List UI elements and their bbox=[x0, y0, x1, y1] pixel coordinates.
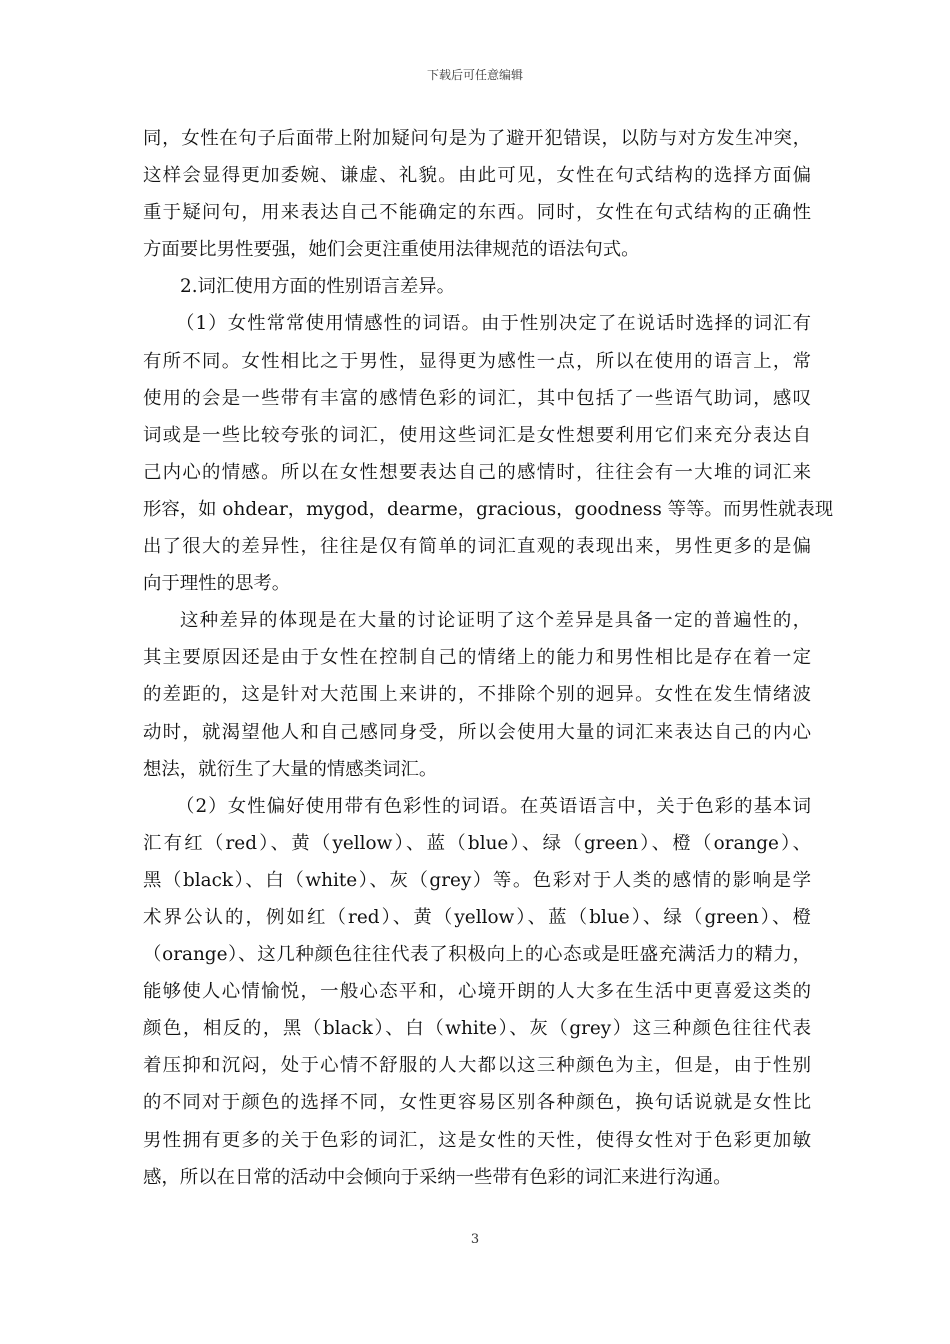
text-line: 重于疑问句，用来表达自己不能确定的东西。同时，女性在句式结构的正确性 bbox=[143, 202, 811, 224]
text-line: 同，女性在句子后面带上附加疑问句是为了避开犯错误，以防与对方发生冲突， bbox=[143, 128, 811, 149]
text-line: 能够使人心情愉悦，一般心态平和，心境开朗的人大多在生活中更喜爱这类的 bbox=[143, 981, 811, 1003]
text-line: 方面要比男性要强，她们会更注重使用法律规范的语法句式。 bbox=[143, 239, 640, 261]
text-line: 着压抑和沉闷，处于心情不舒服的人大都以这三种颜色为主，但是，由于性别 bbox=[143, 1055, 811, 1077]
page-header: 下载后可任意编辑 bbox=[426, 68, 523, 82]
text-line: 词或是一些比较夸张的词汇，使用这些词汇是女性想要利用它们来充分表达自 bbox=[143, 424, 811, 446]
text-line: 的不同对于颜色的选择不同，女性更容易区别各种颜色，换句话说就是女性比 bbox=[143, 1092, 811, 1114]
text-line: 己内心的情感。所以在女性想要表达自己的感情时，往往会有一大堆的词汇来 bbox=[143, 461, 811, 483]
text-line: 这样会显得更加委婉、谦虚、礼貌。由此可见，女性在句式结构的选择方面偏 bbox=[143, 165, 811, 187]
text-line: 使用的会是一些带有丰富的感情色彩的词汇，其中包括了一些语气助词，感叹 bbox=[143, 387, 811, 409]
text-line: 形容，如 ohdear，mygod，dearme，gracious，goodness 等等。而男性就表现 bbox=[143, 498, 834, 520]
text-line: 向于理性的思考。 bbox=[143, 573, 291, 595]
text-line: 其主要原因还是由于女性在控制自己的情绪上的能力和男性相比是存在着一定 bbox=[143, 647, 811, 669]
text-line: 汇有红（red）、黄（yellow）、蓝（blue）、绿（green）、橙（orange）、 bbox=[143, 832, 811, 854]
page-number: 3 bbox=[470, 1232, 480, 1247]
text-line: （1）女性常常使用情感性的词语。由于性别决定了在说话时选择的词汇有 bbox=[176, 313, 811, 335]
text-line: 动时，就渴望他人和自己感同身受，所以会使用大量的词汇来表达自己的内心 bbox=[143, 721, 811, 743]
text-line: 出了很大的差异性，往往是仅有简单的词汇直观的表现出来，男性更多的是偏 bbox=[143, 536, 811, 558]
text-line: 黑（black）、白（white）、灰（grey）等。色彩对于人类的感情的影响是学 bbox=[143, 869, 811, 891]
text-line: 这种差异的体现是在大量的讨论证明了这个差异是具备一定的普遍性的， bbox=[180, 610, 811, 632]
text-line: 想法，就衍生了大量的情感类词汇。 bbox=[143, 758, 438, 780]
text-line: 术界公认的，例如红（red）、黄（yellow）、蓝（blue）、绿（green）、橙 bbox=[143, 906, 811, 928]
text-line: 2.词汇使用方面的性别语言差异。 bbox=[180, 276, 456, 298]
text-line: 颜色，相反的，黑（black）、白（white）、灰（grey）这三种颜色往往代表 bbox=[143, 1018, 811, 1040]
text-line: （2）女性偏好使用带有色彩性的词语。在英语语言中，关于色彩的基本词 bbox=[176, 795, 811, 817]
text-line: 感，所以在日常的活动中会倾向于采纳一些带有色彩的词汇来进行沟通。 bbox=[143, 1166, 732, 1188]
text-line: （orange）、这几种颜色往往代表了积极向上的心态或是旺盛充满活力的精力， bbox=[143, 944, 811, 966]
text-line: 有所不同。女性相比之于男性，显得更为感性一点，所以在使用的语言上，常 bbox=[143, 350, 811, 372]
text-line: 的差距的，这是针对大范围上来讲的，不排除个别的迥异。女性在发生情绪波 bbox=[143, 684, 811, 706]
document-body bbox=[143, 120, 834, 1196]
text-line: 男性拥有更多的关于色彩的词汇，这是女性的天性，使得女性对于色彩更加敏 bbox=[143, 1129, 811, 1151]
